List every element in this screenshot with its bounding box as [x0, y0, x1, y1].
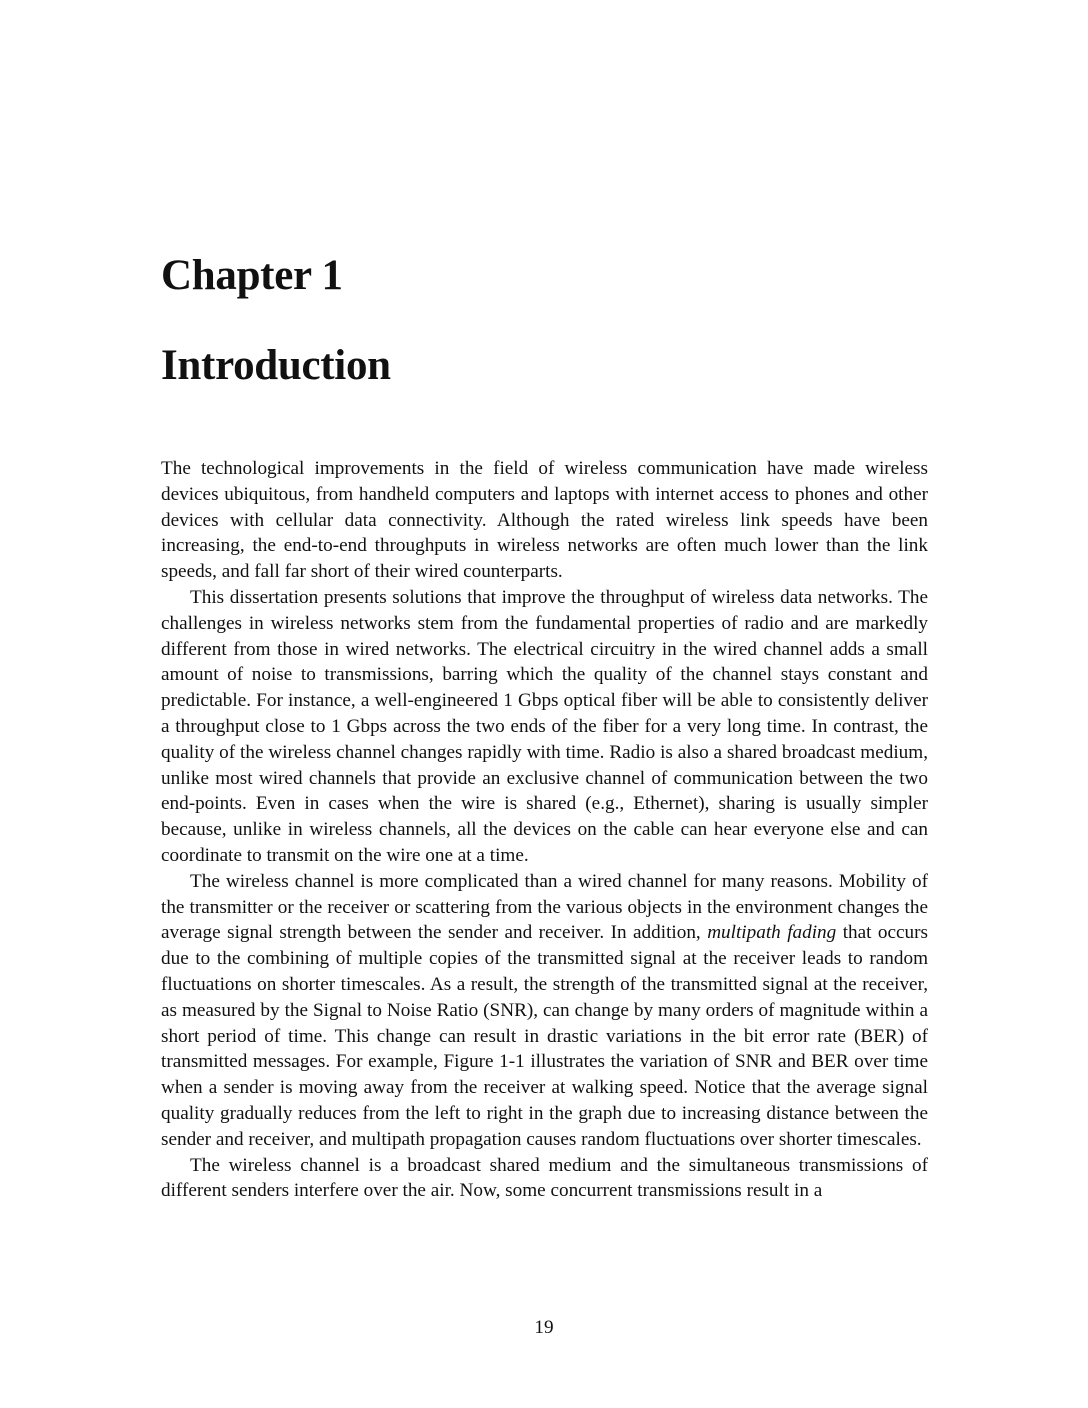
paragraph-3: [161, 869, 928, 1153]
paragraph-2: This dissertation presents solutions that improve the throughput of wireless data networks. The challenges in wireless networks stem from the fundamental properties of radio and are markedly different from those in wired networks. The electrical circuitry in the wired channel adds a small amount of noise to transmissions, barring which the quality of the channel stays constant and predictable. For instance, a well-engineered 1 Gbps optical fiber will be able to consistently deliver a throughput close to 1 Gbps across the two ends of the fiber for a very long time. In contrast, the quality of the wireless channel changes rapidly with time. Radio is also a shared broadcast medium, unlike most wired channels that provide an exclusive channel of communication between the two end-points. Even in cases when the wire is shared (e.g., Ethernet), sharing is usually simpler because, unlike in wireless channels, all the devices on the cable can hear everyone else and can coordinate to transmit on the wire one at a time.: [161, 586, 928, 866]
body-text: [161, 456, 928, 1204]
paragraph-4: The wireless channel is a broadcast shared medium and the simultaneous transmissions of different senders interfere over the air. Now, some concurrent transmissions result in a: [161, 1154, 928, 1202]
paragraph-3-text-before: The wireless channel is more complicated than a wired channel for many reasons. Mobility of the transmitter or the receiver or scattering from the various objects in the environment changes the average signal strength between the sender and receiver. In addition,: [161, 870, 928, 944]
paragraph-1: The technological improvements in the field of wireless communication have made wireless devices ubiquitous, from handheld computers and laptops with internet access to phones and other devices with cellular data connectivity. Although the rated wireless link speeds have been increasing, the end-to-end throughputs in wireless networks are often much lower than the link speeds, and fall far short of their wired counterparts.: [161, 458, 928, 583]
chapter-label: Chapter 1: [161, 252, 343, 299]
chapter-title: Introduction: [161, 342, 391, 389]
page-number: 19: [534, 1317, 554, 1338]
emphasis-term: multipath fading: [707, 922, 837, 944]
paragraph-3-text-after: that occurs due to the combining of multiple copies of the transmitted signal at the receiver leads to random fluctuations on shorter timescales. As a result, the strength of the transmitted signal at the receiver, as measured by the Signal to Noise Ratio (SNR), can change by many orders of magnitude within a short period of time. This change can result in drastic variations in the bit error rate (BER) of transmitted messages. For example, Figure 1-1 illustrates the variation of SNR and BER over time when a sender is moving away from the receiver at walking speed. Notice that the average signal quality gradually reduces from the left to right in the graph due to increasing distance between the sender and receiver, and multipath propagation causes random fluctuations over shorter timescales.: [161, 922, 929, 1150]
